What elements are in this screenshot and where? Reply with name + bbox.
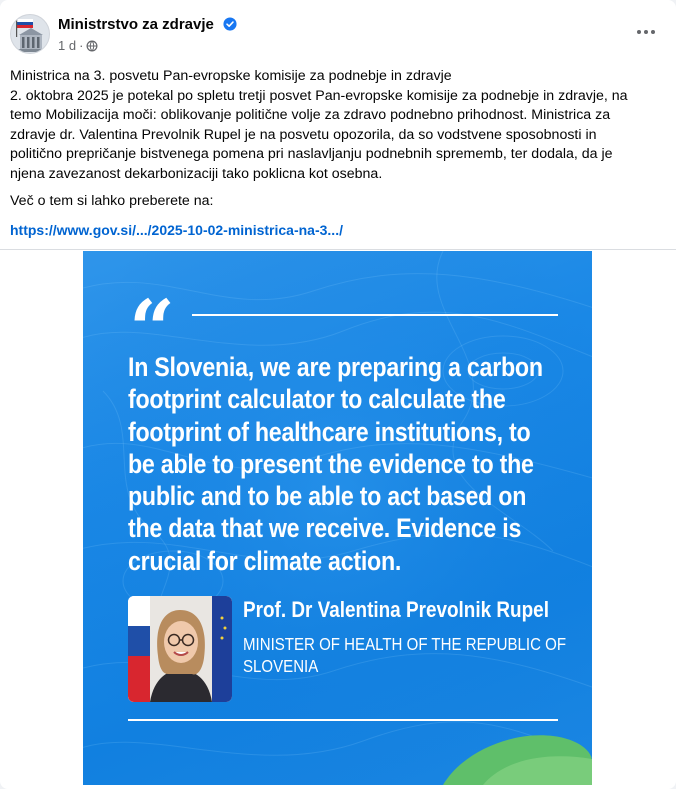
quote-line: public and to be able to act based on [128,481,527,512]
quote-line: the data that we receive. Evidence is [128,513,522,544]
quote-text [128,351,543,577]
post-body [10,67,664,185]
image-divider [0,249,676,250]
speaker-role-line: MINISTER OF HEALTH OF THE REPUBLIC OF [243,634,567,654]
quote-line: footprint of healthcare institutions, to [128,416,531,447]
meta-separator: · [79,38,84,53]
speaker-role [243,633,567,677]
more-dots-icon [636,29,656,35]
read-more-text: Več o tem si lahko preberete na: [10,192,214,209]
post-line: temo Mobilizacija moči: oblikovanje politične volje za zdravo podnebno prihodnost. Ministrica za [10,107,611,124]
quote-line: In Slovenia, we are preparing a carbon [128,352,543,382]
globe-icon[interactable] [86,40,98,55]
post-line: Ministrica na 3. posvetu Pan-evropske komisije za podnebje in zdravje [10,68,452,84]
quote-bottom-rule [128,719,558,721]
post-line: 2. oktobra 2025 je potekal po spletu tretji posvet Pan-evropske komisije za podnebje in zdravje, na [10,87,628,104]
verified-badge-icon [223,17,237,35]
page-name-link[interactable] [58,16,237,35]
post-line: zdravje dr. Valentina Prevolnik Rupel je na posvetu opozorila, da so vodstvene sposobnosti in [10,126,597,143]
more-options-button[interactable] [630,16,662,48]
speaker-portrait-icon [128,596,232,702]
quote-line: crucial for climate action. [128,545,402,576]
quote-line: be able to present the evidence to the [128,448,534,479]
post-header [10,12,666,56]
speaker-name: Prof. Dr Valentina Prevolnik Rupel [243,597,549,622]
quote-line: footprint calculator to calculate the [128,384,506,415]
speaker-role-line: SLOVENIA [243,656,319,676]
post-line: njena zavezanost dekarbonizaciji tako poklicna kot osebna. [10,165,383,182]
article-link[interactable]: https://www.gov.si/.../2025-10-02-ministrica-na-3.../ [10,222,343,239]
quote-top-rule [192,314,558,316]
post-timestamp[interactable]: 1 d [58,38,77,53]
speaker-photo [128,596,232,702]
government-building-icon [11,15,50,54]
post-text [10,67,664,249]
page-avatar[interactable] [10,14,50,54]
post-image[interactable] [83,251,592,785]
page-name-text: Ministrstvo za zdravje [58,16,214,33]
quote-mark-icon: “ [129,282,172,376]
post-line: politično prepričanje bistvenega pomena pri naslavljanju podnebnih sprememb, ter dodala, da je [10,146,613,163]
post-meta [58,38,98,55]
